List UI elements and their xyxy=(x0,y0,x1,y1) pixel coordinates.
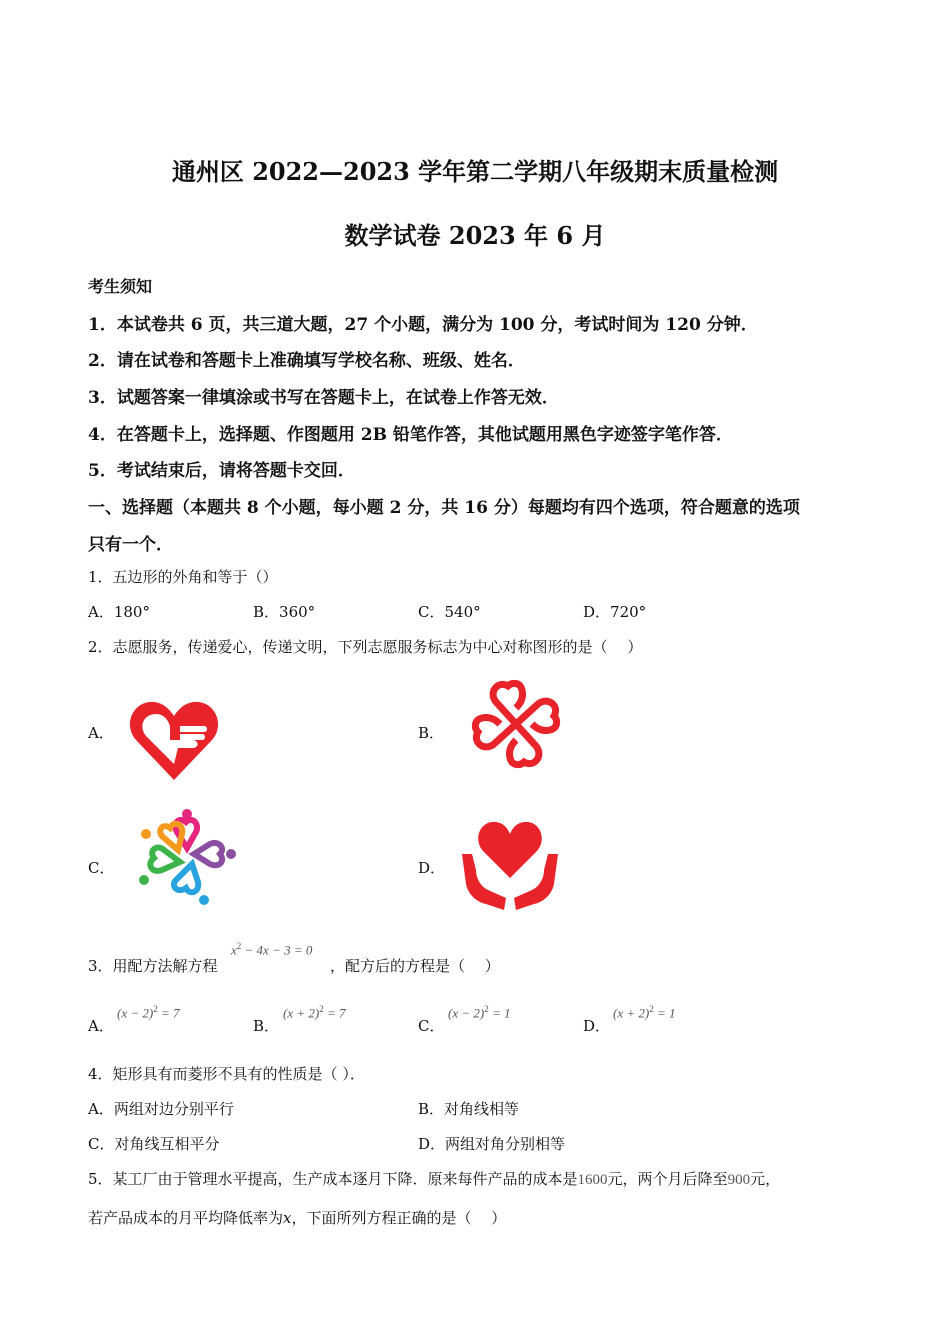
notice-item: 5．考试结束后，请将答题卡交回． xyxy=(88,461,355,481)
exam-subtitle: 数学试卷 2023 年 6 月 xyxy=(344,221,606,250)
section-heading-cont: 只有一个． xyxy=(88,535,173,555)
notice-heading: 考生须知 xyxy=(88,277,153,296)
q3-label-b: B． xyxy=(253,1017,280,1035)
q2-label-c: C． xyxy=(88,859,115,877)
q1-option-a: A．180° xyxy=(88,603,150,621)
question-4-stem: 4．矩形具有而菱形不具有的性质是（ ）． xyxy=(88,1065,365,1083)
q3-label-a: A． xyxy=(88,1017,114,1035)
q2-label-a: A． xyxy=(88,724,114,742)
notice-item: 1．本试卷共 6 页，共三道大题，27 个小题，满分为 100 分，考试时间为 120 分钟． xyxy=(88,315,758,335)
four-heart-hands-logo-icon xyxy=(462,672,570,776)
hands-holding-heart-logo-icon xyxy=(458,818,562,912)
q4-option-b: B．对角线相等 xyxy=(418,1100,520,1118)
question-2-stem: 2．志愿服务，传递爱心，传递文明，下列志愿服务标志为中心对称图形的是（ ） xyxy=(88,638,643,656)
q4-option-c: C．对角线互相平分 xyxy=(88,1135,220,1153)
q1-option-d: D．720° xyxy=(583,603,647,621)
five-color-hearts-logo-icon xyxy=(134,806,240,908)
section-heading: 一、选择题（本题共 8 个小题，每小题 2 分，共 16 分）每题均有四个选项，符合题意的选项 xyxy=(88,498,800,518)
q3-option-d-equation: $(x + 2)^2 = 1$ xyxy=(613,1004,676,1021)
heart-hand-logo-icon xyxy=(128,696,220,782)
notice-item: 2．请在试卷和答题卡上准确填写学校名称、班级、姓名． xyxy=(88,351,525,371)
q3-option-c-equation: $(x - 2)^2 = 1$ xyxy=(448,1004,511,1021)
question-3-stem-end: ，配方后的方程是（ ） xyxy=(330,957,500,975)
q1-option-b: B．360° xyxy=(253,603,316,621)
question-5-stem-line2: 若产品成本的月平均降低率为x，下面所列方程正确的是（ ） xyxy=(88,1209,507,1227)
q1-option-c: C．540° xyxy=(418,603,481,621)
q3-option-a-equation: $(x - 2)^2 = 7$ xyxy=(117,1004,180,1021)
question-3-stem-start: 3．用配方法解方程 xyxy=(88,957,218,975)
question-5-stem: 5．某工厂由于管理水平提高，生产成本逐月下降．原来每件产品的成本是1600元，两个月后降至900元， xyxy=(88,1170,781,1188)
q4-option-d: D．两组对角分别相等 xyxy=(418,1135,566,1153)
q2-label-d: D． xyxy=(418,859,446,877)
exam-title: 通州区 2022—2023 学年第二学期八年级期末质量检测 xyxy=(171,157,779,186)
q3-equation: $x^2 - 4x - 3 = 0$ xyxy=(231,941,313,958)
notice-item: 4．在答题卡上，选择题、作图题用 2B 铅笔作答，其他试题用黑色字迹签字笔作答． xyxy=(88,425,733,445)
q2-label-b: B． xyxy=(418,724,445,742)
q3-label-c: C． xyxy=(418,1017,445,1035)
q4-option-a: A．两组对边分别平行 xyxy=(88,1100,234,1118)
q3-option-b-equation: $(x + 2)^2 = 7$ xyxy=(283,1004,346,1021)
question-1-stem: 1．五边形的外角和等于（） xyxy=(88,568,278,586)
notice-item: 3．试题答案一律填涂或书写在答题卡上，在试卷上作答无效． xyxy=(88,388,559,408)
q3-label-d: D． xyxy=(583,1017,611,1035)
